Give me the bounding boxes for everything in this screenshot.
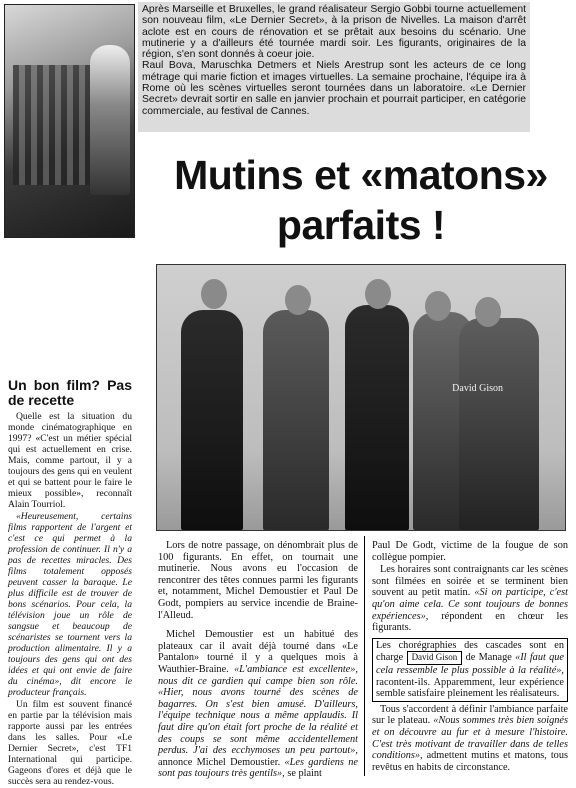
text-run: se plaint	[287, 768, 322, 780]
text-run: répondent en chœur les figurants.	[372, 610, 568, 634]
photo-head	[425, 291, 451, 321]
article-paragraph: Lors de notre passage, on dénombrait plus de 100 figurants. En effet, on tournait une mutinerie. Nous avons eu l'occasion de rencontrer des têtes connues parmi les figurants et, notamment, Michel Demoustier et Paul De Godt, pompiers au service incendie de Braine-l'Alleud.	[158, 540, 358, 621]
article-column-2	[372, 540, 568, 774]
article-paragraph	[372, 704, 568, 774]
photo-person	[181, 310, 243, 530]
photo-head	[285, 285, 311, 315]
sidebar-paragraph: «Heureusement, certains films rapportent de l'argent et c'est ce qui permet à la profession de continuer. Il n'y a pas de recettes miracles. Des films totalement opposés peuvent casser la baraque. Le plus difficile est de trouver de bons scénarios. Pour cela, la télévision joue un rôle de sangsue et beaucoup de scénaristes se tournent vers la production alimentaire. Il y a toujours des gens qui ont des idées et qui ont envie de faire du cinéma», dit encore le producteur français.	[8, 511, 132, 698]
photo-head	[201, 279, 227, 309]
photo-person	[90, 45, 130, 195]
name-tag: David Gison	[407, 651, 463, 665]
headline	[156, 150, 566, 250]
text-run: Michel Demoustier est un habitué des plateaux car il avait déjà tourné dans «Le Pantalon» tourné il y a quelques mois à Wauthier-Braine.	[158, 629, 358, 675]
quote-run: «Il faut que cela ressemble le plus possible à la réalité»,	[376, 652, 564, 676]
lead-paragraph: Raul Bova, Maruschka Detmers et Niels Arestrup sont les acteurs de ce long métrage qui marie fiction et images virtuelles. La semaine prochaine, l'équipe ira à Rome où les scènes virtuelles seront tournées dans un laboratoire. «Le Dernier Secret» devrait sortir en salle en janvier prochain et pourrait participer, en catégorie commerciale, au festival de Cannes.	[142, 60, 526, 117]
quote-run: «Si on participe, c'est qu'on aime cela. Ce sont toujours de bonnes expériences»,	[372, 587, 568, 622]
sidebar-box	[8, 378, 132, 788]
text-run: de Manage	[465, 652, 512, 664]
quote-run: «Nous sommes très bien soignés et on découvre au fur et à mesure l'histoire. C'est très motivant de travailler dans de telles conditions»,	[372, 715, 569, 762]
sidebar-title: Un bon film? Pas de recette	[8, 377, 132, 408]
text-run: Les horaires sont contraignants car les scènes sont filmées en soirée et se terminent bien souvent au petit matin.	[372, 564, 568, 599]
quote-run: «L'ambiance est excellente», nous dit ce gardien qui campe bien son rôle. «Hier, nous avons tourné des scènes de bagarres. On s'est bien amusé. D'ailleurs, l'équipe technique nous a même applaudis. Il faut dire qu'on était fort proche de la réalité et des coups se sont même accidentellement perdus. J'ai des ecchymoses un peu partout»,	[158, 663, 358, 757]
cascade-box	[372, 638, 568, 702]
article-paragraph	[158, 629, 358, 780]
text-run: Les chorégraphies des cascades sont en charge	[376, 639, 564, 664]
lead-paragraph: Après Marseille et Bruxelles, le grand réalisateur Sergio Gobbi tourne actuellement son nouveau film, «Le Dernier Secret», à la prison de Nivelles. La maison d'arrêt aclote est en cours de rénovation et se prêtait aux besoins du scénario. Une mutinerie y a d'ailleurs été tournée mardi soir. Les figurants, originaires de la région, s'en sont donnés à coeur joie.	[142, 4, 526, 61]
article-paragraph	[372, 564, 568, 634]
photo-person	[345, 305, 409, 530]
photo-head	[365, 279, 391, 309]
column-divider	[364, 536, 365, 776]
article-paragraph: Paul De Godt, victime de la fougue de son collègue pompier.	[372, 540, 568, 563]
text-run: Tous s'accordent à définir l'ambiance parfaite sur le plateau.	[372, 703, 568, 727]
photo-credit: David Gison	[452, 383, 503, 394]
photo-person	[263, 310, 329, 530]
main-photo	[156, 264, 566, 531]
lead-box	[138, 2, 530, 132]
top-photo	[4, 4, 135, 238]
text-run: admettent mutins et matons, tous revêtus en habits de circonstance.	[372, 750, 568, 773]
sidebar-paragraph: Un film est souvent financé en partie par la télévision mais rapporte aussi par les entrées dans les salles. Pour «Le Dernier Secret», c'est TF1 International qui participe. Gageons d'ores et déjà que le succès sera au rendez-vous.	[8, 699, 132, 787]
text-run: racontent-ils. Apparemment, leur expérience semble satisfaire pleinement les réalisateurs.	[376, 676, 564, 700]
sidebar-paragraph: Quelle est la situation du monde cinématographique en 1997? «C'est un métier spécial qui est actuellement en crise. Mais, comme partout, il y a toujours des gens qui en veulent et qui se battent pour le faire le mieux possible», reconnaît Alain Tourriol.	[8, 411, 132, 510]
article-column-1	[158, 540, 358, 781]
headline-line: Mutins et «matons»	[174, 152, 548, 198]
photo-head	[475, 297, 501, 327]
quote-run: «Les gardiens ne sont pas toujours très gentils»,	[158, 756, 358, 780]
photo-person	[459, 318, 539, 530]
text-run: annonce Michel Demoustier.	[158, 756, 281, 768]
headline-line: parfaits !	[276, 202, 446, 248]
